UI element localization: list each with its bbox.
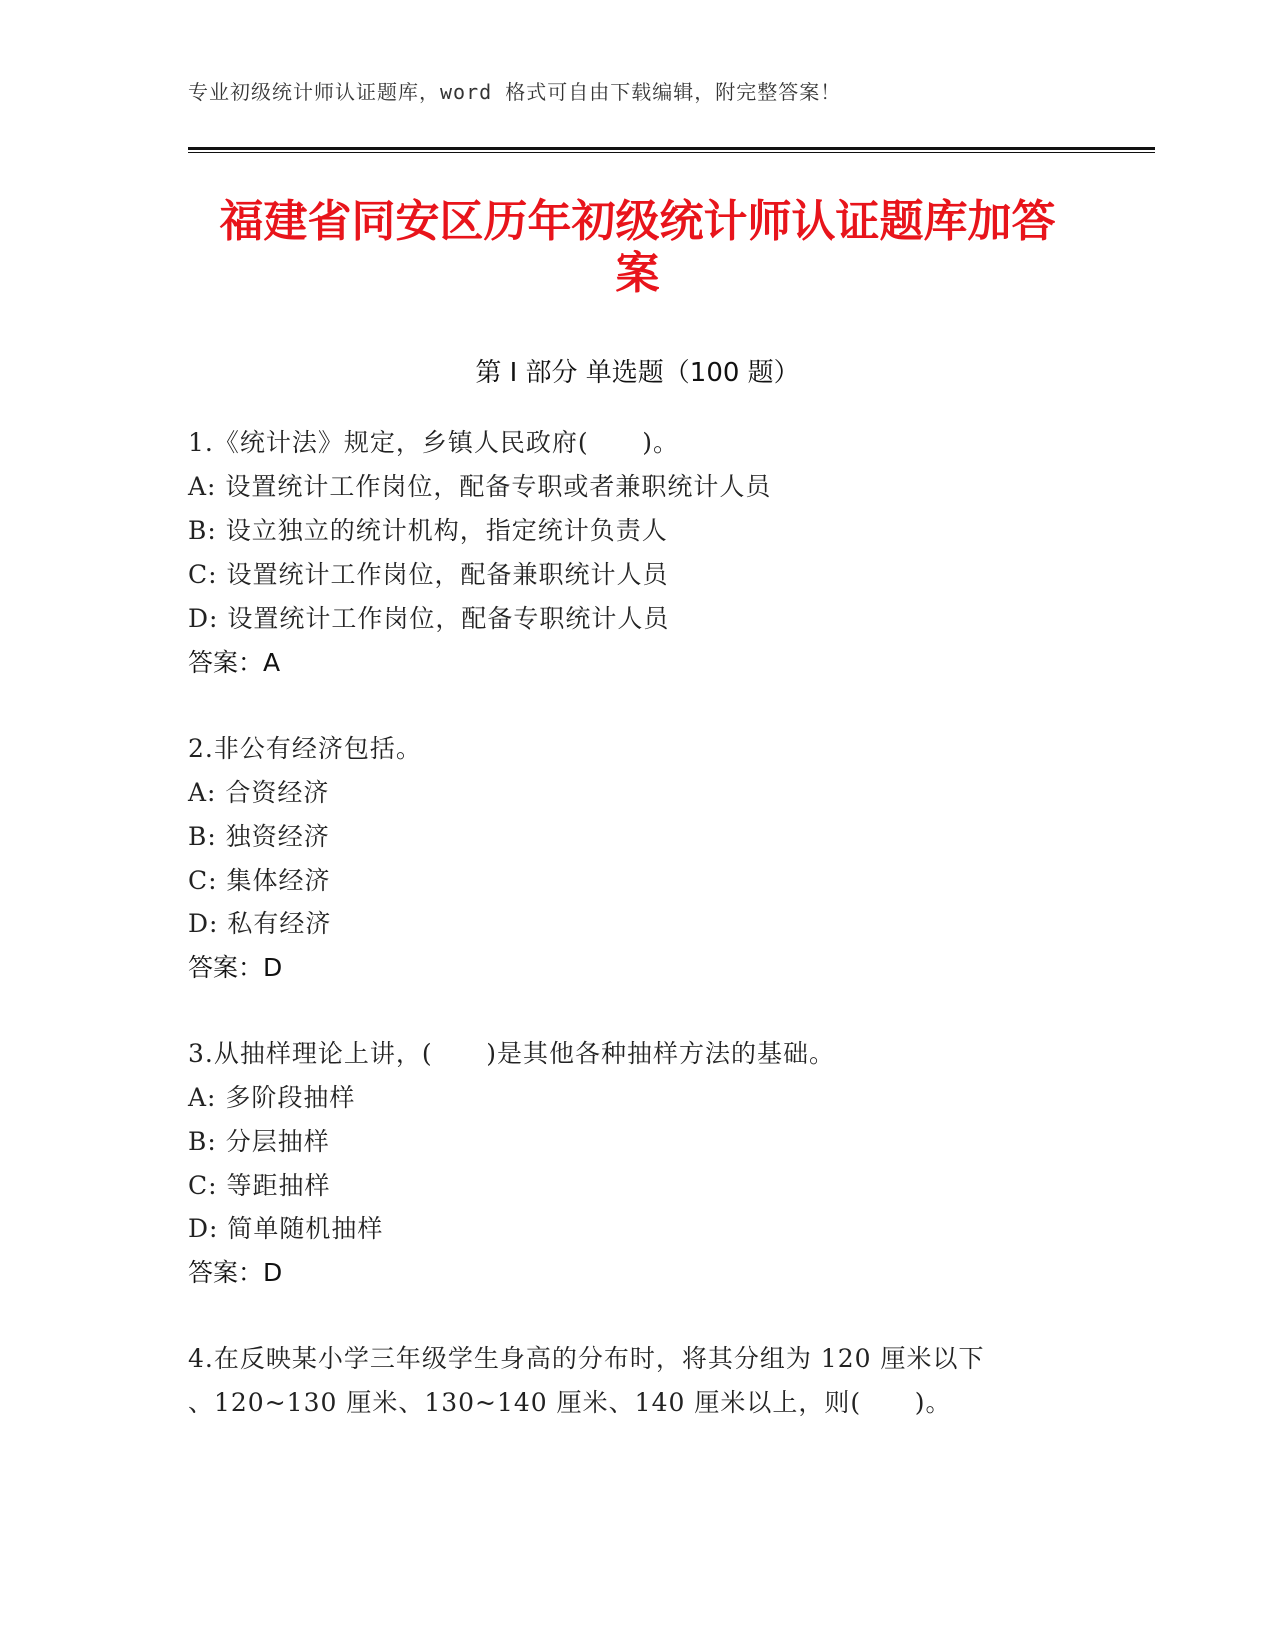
section-heading: 第 I 部分 单选题（100 题） — [475, 358, 800, 388]
question-2-option-d: D: 私有经济 — [188, 909, 332, 938]
question-3-option-d: D: 简单随机抽样 — [188, 1214, 384, 1243]
title-line-1: 福建省同安区历年初级统计师认证题库加答 — [219, 196, 1056, 247]
question-1-option-b: B: 设立独立的统计机构，指定统计负责人 — [188, 516, 668, 545]
header-note: 专业初级统计师认证题库，word 格式可自由下载编辑，附完整答案！ — [188, 80, 842, 104]
question-1-option-d: D: 设置统计工作岗位，配备专职统计人员 — [188, 604, 670, 633]
question-2-option-c: C: 集体经济 — [188, 866, 331, 895]
question-2-stem: 2.非公有经济包括。 — [188, 734, 422, 763]
question-1-option-a: A: 设置统计工作岗位，配备专职或者兼职统计人员 — [188, 472, 772, 501]
header-rule-thin — [188, 152, 1155, 153]
question-2-option-b: B: 独资经济 — [188, 822, 330, 851]
document-title — [190, 196, 1085, 300]
question-3-option-b: B: 分层抽样 — [188, 1127, 330, 1156]
question-3-stem: 3.从抽样理论上讲，( )是其他各种抽样方法的基础。 — [188, 1039, 836, 1068]
question-1-answer: 答案：A — [188, 648, 281, 677]
question-3-option-c: C: 等距抽样 — [188, 1171, 331, 1200]
question-2-option-a: A: 合资经济 — [188, 778, 330, 807]
question-1-option-c: C: 设置统计工作岗位，配备兼职统计人员 — [188, 560, 669, 589]
title-line-2: 案 — [615, 248, 660, 299]
question-4-stem-line-1: 4.在反映某小学三年级学生身高的分布时，将其分组为 120 厘米以下 — [188, 1344, 985, 1373]
question-4-stem-line-2: 、120~130 厘米、130~140 厘米、140 厘米以上，则( )。 — [188, 1388, 952, 1417]
question-3-option-a: A: 多阶段抽样 — [188, 1083, 356, 1112]
header-rule-thick — [188, 147, 1155, 150]
question-1-stem: 1.《统计法》规定，乡镇人民政府( )。 — [188, 428, 680, 457]
question-2-answer: 答案：D — [188, 953, 283, 982]
question-3-answer: 答案：D — [188, 1258, 283, 1287]
